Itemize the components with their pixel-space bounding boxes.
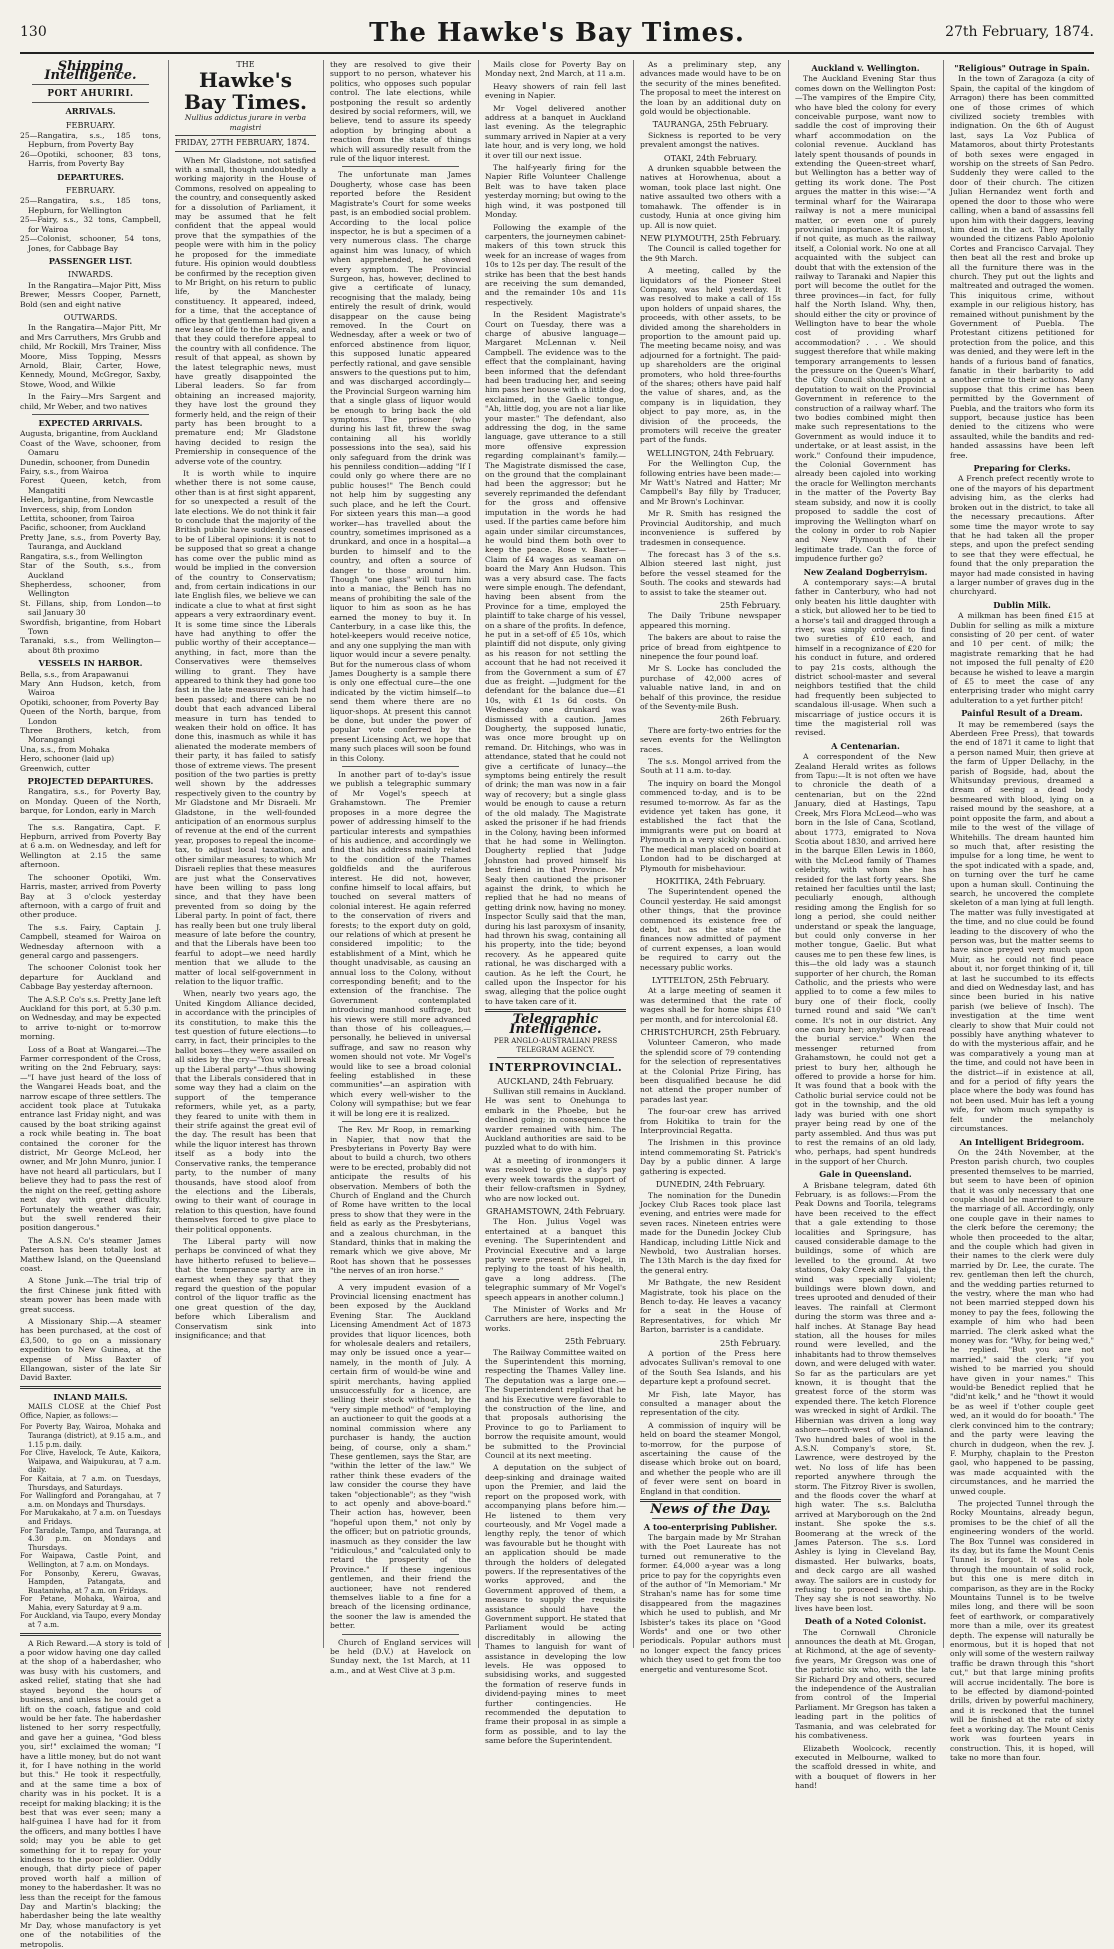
outwards-text: In the Rangatira—Major Pitt, Mr and Mrs Carruthers, Mrs Grubb and child, Mr Rockill, Mrs Trainer, Miss Moore, Miss Topping, Messrs Arnold, Blair, Carter, Howe, Kennedy, Mound, McGregor, Saxby, Stowe, Wood, and Wilkie — [20, 323, 161, 389]
departure-item: 25—Rangatira, s.s., 185 tons, Hepburn, for Wellington — [20, 196, 161, 215]
interprovincial-heading: INTERPROVINCIAL. — [488, 1061, 623, 1075]
passenger-heading: PASSENGER LIST. — [48, 255, 133, 266]
expected-item: Lettita, schooner, from Tairoa — [20, 514, 135, 524]
dateline: CHRISTCHURCH, 25th February. — [640, 1027, 781, 1037]
telegram-text: Sickness is reported to be very prevalent amongst the natives. — [640, 130, 781, 150]
divider — [342, 766, 459, 767]
telegram-text: The nomination for the Dunedin Jockey Club Races took place last evening, and entries were made for seven races. Nineteen entries were made for the Dunedin Jockey Club Handicap, including Little Nick and Newbold, two Australian horses. The 13th March is the day fixed for the general entry. — [640, 1190, 781, 1275]
article-text: On the 24th November, at the Preston parish church, two couples presented themselves to be married, but seem to have been of opinion that it was only necessary that one couple should be married to ensure the marriage of all. Accordingly, only one couple gave in their names to the clerk before the ceremony; the whole then proceeded to the altar, and the couple which had given in their names to the clerk were duly married by Dr. Lee, the curate. The rev. gentleman then left the church, and the wedding parties returned to the vestry, where the man who had not been married stepped down his money to pay the fees, following the example of him who had been married. The clerk asked what the money was for. "Why, for being wed," he replied. "But you are not married," said the clerk; "if you wished to be married you should have given in your names." This would-be Benedict replied that he "did'nt kelk," and he "thowt it would be as weel if t'other couple geet wed, an it would do for booath." The clerk convinced him to the contrary; and the party were leaving the church in dudgeon, when the rev. J. F. Murphy, chaplain to the Preston gaol, who happened to be passing, was made acquainted with the circumstances, and he married the unwed couple. — [950, 1147, 1094, 1496]
shipping-news: The s.s. Rangatira, Capt. F. Hepburn, arrived from Poverty Bay at 6 a.m. on Wednesday, and left for Wellington at 2.15 the same afternoon. — [20, 822, 161, 870]
vessel-item: Greenwich, cutter — [20, 763, 90, 773]
telegram-text: The Daily Tribune newspaper appeared this morning. — [640, 611, 781, 630]
article-heading: "Religious" Outrage in Spain. — [954, 63, 1090, 73]
expected-item: Pretty Jane, s.s., from Poverty Bay, Tauranga, and Auckland — [20, 532, 161, 552]
article-text: The projected Tunnel through the Rocky Mountains, already begun, promises to be the chief of all the engineering wonders of the world. The Box Tunnel was considered in its day, but its fame the Mount Cenis Tunnel is forgot. It was a hole through the mountain of solid rock, but this one is mere ditch in comparison, as they are in the Rocky Mountains Tunnel is to be twelve miles long, and there will be soon feet of earthwork, or comparatively more than a mile, over its greatest depth. The expense will naturally be enormous, but it is hoped that not only will some of the western railway traffic be drawn through this "short cut," but that large mining profits will accrue incidentally. The bore is to be effected by diamond-pointed drills, driven by powerful machinery, and it is reckoned that the tunnel will be finished at the rate of sixty feet a working day. The Mount Cenis work was fourteen years in construction. This, it is hoped, will take no more than four. — [950, 1498, 1094, 1762]
divider — [32, 102, 149, 103]
leader-continued: they are resolved to give their support to no person, whatever his politics, who opposes such popular control. The late elections, while postponing the result so ardently desired by social reformers, will, we believe, tend to assure its speedy adoption by bringing about a reaction from the state of things which will assuredly result from the rule of the liquor interest. — [330, 60, 471, 164]
vessels-heading: VESSELS IN HARBOR. — [38, 658, 143, 669]
shipping-news: The schooner Colonist took her departure for Auckland and Cabbage Bay yesterday afternoon. — [20, 963, 161, 992]
expected-item: Star of the South, s.s., from Auckland — [20, 561, 161, 580]
article-text: A correspondent of the New Zealand Herald writes as follows from Tapu:—It is not often we have to chronicle the death of a centenarian, but on the 22nd January, died at Hastings, Tapu Creek, Mrs Flora McLeod—who was born in the Isle of Cana, Scotland, about 1773, emigrated to Nova Scotia about 1830, and arrived here in the barque Ellen Lewis in 1860, with the McLeod family of Thames celebrity, with whom she has resided for the last forty years. She retained her faculties until the last; peculiarly enough, although residing among the English for so long a period, she could neither understand or speak the language, but could only converse in her mother tongue, Gaelic. But what causes me to pen these few lines, is this—the old lady was a staunch supporter of her church, the Roman Catholic, and the priests who were applied to to come a few miles to bury one of their flock, coolly turned round and said "We can't come. It's not in our district. Any one can bury her; anybody can read the burial service." When the messenger returned from Grahamstown, he could not get a priest to bury her, although he offered to provide a horse for him. It was found that a book with the Catholic burial service could not be got in the township, and the old lady was buried with one short prayer being read by one of the party assembled. And thus was put to rest the remains of an old lady, who, perhaps, had spent hundreds in the support of her Church. — [795, 752, 936, 1166]
telegram-text: A drunken squabble between the natives at Horowhenua, about a woman, took place last night. One native assaulted two others with a tomahawk. The offender is in custody, Hunia at once giving him up. All is now quiet. — [640, 164, 781, 230]
article-text: It may be remembered (says the Aberdeen Free Press), that towards the end of 1871 it came to light that a person named Muir, then grieve at the farm of Upper Dellachy, in the parish of Bogside, had, about the Whitsunday previous, dreamed a dream of seeing a dead body besmeared with blood, lying on a raised mound by the seashore, at a point opposite the farm, and about a mile to the west of the village of Whitehills. The dream haunted him so much that, after resisting the impulse for a long time, he went to the spot indicated with a spade, and, on turning over the turf he came upon a human skull. Continuing the search, he uncovered the complete skeleton of a man lying at full length. The matter was fully investigated at the time, and no clue could be found leading to the discovery of who the person was, but the matter seems to have since preyed very much upon Muir, as he could not find peace about it, nor forget thinking of it, till at last he succumbed to its effects and died on Wednesday last, and has since been buried in his native parish (we believe of Insch). The investigation at the time went clearly to show that Muir could not possibly have anything whatever to do with the mysterious affair, and he was comparatively a young man at the time, and could not have been in the district—if in existence at all, and for a period of fifty years the place where the body was found has not been used. Muir has left a young wife, for whom much sympathy is felt under the melancholy circumstances. — [950, 719, 1094, 1134]
expected-item: Rangatira, s.s., from Wellington — [20, 551, 143, 561]
section-title: Shipping Intelligence. — [44, 59, 137, 84]
vessel-item: Bella, s.s., from Arapawanui — [20, 669, 129, 679]
telegram-text: At a meeting of ironmongers it was resolved to give a day's pay every week towards the support of their fellow-craftsmen in Sydney, who are now locked out. — [485, 1155, 626, 1203]
expected-item: Taranaki, s.s., from Wellington—about 8th proximo — [20, 636, 161, 655]
inwards-heading: INWARDS. — [68, 269, 113, 280]
expected-item: Invercess, ship, from London — [20, 504, 133, 514]
agency-line: PER ANGLO-AUSTRALIAN PRESS TELEGRAM AGENCY. — [493, 1037, 618, 1054]
column-news — [795, 60, 936, 1791]
departures-month: FEBRUARY. — [65, 185, 116, 196]
column-rule — [633, 60, 634, 1648]
telegram-text: The inquiry on board the Mongol commenced to-day, and is to be resumed to-morrow. As far as the evidence yet taken has gone, it established the fact that the immigrants were put on board at Plymouth in a very sickly condition. The medical man placed on board at London had to be discharged at Plymouth for misbehaviour. — [640, 778, 781, 873]
expected-heading: EXPECTED ARRIVALS. — [38, 418, 143, 428]
article-heading: Dublin Milk. — [993, 599, 1051, 610]
divider — [20, 1386, 161, 1389]
telegram-text: Mr R. Smith has resigned the Provincial Auditorship, and much inconvenience is suffered by tradesmen in consequence. — [640, 509, 781, 547]
projected-text: Rangatira, s.s., for Poverty Bay, on Monday. Queen of the North, barque, for London, early in March — [20, 787, 161, 816]
article-text: The bargain made by Mr Strahan with the Poet Laureate has not turned out remunerative to the former. £4,000 a-year was a long price to pay for the copyrights even of the author of "In Memoriam." Mr Strahan's name has for some time disappeared from the magazines which he used to publish, and Mr Isbister's takes its place on "Good Words" and one or two other periodicals. Popular authors must no longer expect the fancy prices which they used to get from the too energetic and venturesome Scot. — [640, 1532, 781, 1674]
article-text: A Brisbane telegram, dated 6th February, is as follows:—From the Peak Downs and Toorila, telegrams have been received to the effect that a gale extending to those localities and Springsure, has caused considerable damage to the buildings, some of which are levelled to the ground. At two stations, Oaky Creek and Talgai, the wind was specially violent; buildings were blown down, and trees uprooted and denuded of their leaves. The rainfall at Clermont during the storm was three and a-half inches. At Stanage Bay head station, all the houses for miles round were levelled, and the inhabitants had to throw themselves down, and were deluged with water. So far as the particulars are yet known, it is thought that the greatest force of the storm was expended there. The ketch Florence was wrecked in sight of Ardkil. The Hibernian was driven a long way ashore—north-west of the island. Two hundred bales of wool in the A.S.N. Company's store, St. Lawrence, were destroyed by the wet. No loss of life has been reported anywhere through the storm. The Fitzroy River is swollen, and the floods cover the wharf at high water. The s.s. Balclutha arrived at Maryborough on the 2nd instant. She spoke the s.s. Boomerang at the wreck of the James Paterson. The s.s. Lord Ashley is lying in Cleveland Bay, dismasted. Her bulwarks, boats, and deck cargo are all washed away. The sailors are in custody for refusing to proceed in the ship. They say she is not seaworthy. No lives have been lost. — [795, 1180, 936, 1613]
local-item: Mr Vogel delivered another address at a banquet in Auckland last evening. As the telegraphic summary arrived in Napier at a very late hour, and is very long, we hold it over till our next issue. — [485, 103, 626, 160]
article-heading: An Intelligent Bridegroom. — [959, 1136, 1085, 1147]
dateline: LYTTELTON, 25th February. — [651, 974, 770, 985]
divider — [32, 819, 149, 820]
divider — [342, 1634, 459, 1635]
telegram-text: The Railway Committee waited on the Superintendent this morning, respecting the Thames Valley line. The deputation was a large one.—The Superintendent replied that he and his Executive were favorable to the construction of the line, and that proposals authorising the Province to go to Parliament to borrow the requisite amount, would be submitted to the Provincial Council at its next meeting. — [485, 1347, 626, 1461]
mail-item: For Ponsonby, Kereru, Gwavas, Hampden, Patangata, and Ruataniwha, at 7 a.m. on Fridays. — [20, 1569, 161, 1595]
shipping-news: The A.S.P. Co's s.s. Pretty Jane left Auckland for this port, at 5.30 p.m. on Wednesday, and may be expected to arrive to-night or to-morrow morning. — [20, 994, 161, 1042]
vessel-item: Queen of the North, barque, from London — [20, 707, 161, 726]
licensing-paragraph: A very impudent evasion of a Provincial licensing enactment has been exposed by the Auckland Evening Star. The Auckland Licensing Amendment Act of 1873 provides that liquor licences, both for wholesale dealers and retailers, may only be issued once a year—namely, in the month of July. A certain firm of would-be wine and spirit merchants, having applied unsuccessfully for a licence, are selling their stock without, by the "very simple method" of "employing an auctioneer to quit the goods at a nominal commission where any purchaser is handy, the auction being, of course, only a sham." These gentlemen, says the Star, are "within the letter of the law." We rather think these evaders of the law consider the course they have taken "objectionable"; as they "wish to act openly and above-board." Their action has, however, been "hopeful upon them," not only by the officer; but on patriotic grounds, inasmuch as they consider the law "ridiculous," and "calculated only to retard the prosperity of the Province." If these ingenious gentlemen, and their friend the auctioneer, have not rendered themselves liable to a fine for a breach of the licensing ordinance, the sooner the law is amended the better. — [330, 1282, 471, 1631]
dateline: 26th February. — [719, 714, 781, 725]
local-item: The half-yearly firing for the Napier Rifle Volunteer Challenge Belt was to have taken place yesterday morning; but owing to the high wind, it was postponed till Monday. — [485, 163, 626, 220]
dateline: GRAHAMSTOWN, 24th February. — [485, 1205, 626, 1216]
telegram-text: The Superintendent opened the Council yesterday. He said amongst other things, that the province commenced its existence free of debt, but as the state of the finances now admitted of payment of current expenses, a loan would be required to carry out the necessary public works. — [640, 887, 781, 972]
mail-item: For Petane, Mohaka, Wairoa, and Mahia, every Saturday at 9 a.m. — [20, 1595, 161, 1612]
telegraphic-title: Telegraphic Intelligence. — [509, 1012, 602, 1037]
divider — [342, 1279, 459, 1280]
projected-heading: PROJECTED DEPARTURES. — [27, 776, 154, 787]
departure-item: 25—Fairy, s.s., 32 tons, Campbell, for Wairoa — [20, 215, 161, 234]
article-text: In the town of Zaragoza (a city of Spain, the capital of the kingdom of Arragon) there has been committed one of those crimes of which civilized society trembles with indignation. On the 6th of August last, says La Voz Publica of Matamoros, about thirty Protestants of both sexes were engaged in worship on the streets of San Pedro. Suddenly they were called to the door of their church. The citizen Julian Hernandez went forth and opened the door to those who were calling, when a band of assassins fell upon him with their daggers, leaving him dead in the act. They mortally wounded the citizens Pablo Apolonio Cortes and Francisco Carvajal. They then beat all the rest and broke up all the furniture there was in the church. They put out the lights and maltreated and outraged the women. This iniquitous crime, without example in our religious history, has remained without punishment by the Government of Puebla. The Protestant citizens petitioned for protection from the police, and this was denied, and they were left in the hands of a furious band of fanatics, fanatic in their barbarity to add another crime to their actions. Many suppose that this crime has been permitted by the Government of Puebla, and the traitors who form its support, because justice has been denied to the citizens who were assaulted, while the bandits and red-handed assassins have been left free. — [950, 74, 1094, 460]
rich-reward-article: A Rich Reward.—A story is told of a poor widow having one day called at the shop of a haberdasher, who was busy with his customers, and asked relief, stating that she had stayed beyond the hours of business, and unless he could get a lift on the coach, fatigue and cold would be her fate. The haberdasher listened to her sorry respectfully, and gave her a guinea, "God bless you, sir!" exclaimed the woman; "I have a little money, but do not want it, for I have nothing in the world but this." He took it respectfully, and at the same time a box of charity was in his pocket. It is a receipt for making blacking; it is the best that was ever seen; many a half-guinea I have had for it from the officers, and many bottles I have sold; may you be able to get something for it to repay for your kindness to the poor soldier. Oddly enough, that dirty piece of paper proved worth half a million of money to the haberdasher. It was no less than the receipt for the famous Day and Martin's blacking; the haberdasher being the late wealthy Mr Day, whose manufactory is yet one of the notabilities of the metropolis. — [20, 1638, 161, 1949]
telegram-text: A portion of the Press here advocates Sullivan's removal to one of the South Sea Islands, and his departure kept a profound secret. — [640, 1349, 781, 1387]
church-paragraph: Church of England services will be held (D.V.) at Havelock on Sunday next, the 1st March, at 11 a.m., and at West Clive at 3 p.m. — [330, 1637, 471, 1675]
divider — [32, 414, 149, 415]
masthead-motto: Nullius addictus jurare in verba magistri — [184, 113, 307, 132]
departure-item: 25—Colonist, schooner, 54 tons, Jones, for Cabbage Bay — [20, 234, 161, 253]
leader-paragraph: When, nearly two years ago, the United Kingdom Alliance decided, in accordance with the principles of its constitution, to make this the test question of future elections—to carry, in fact, their principles to the ballot boxes—they were assailed on all sides by the cry—"You will break up the Liberal party"—thus showing that the Liberals considered that in some way they had a claim on the support of the temperance reformers, while yet, as a party, they feared to unite with them in their strife against the great evil of the day. The result has been that while the liquor interest has thrown itself as a body into the Conservative ranks, the temperance party, to the number of many thousands, have stood aloof from the elections and the Liberals, owing to their want of courage in relation to this question, have found themselves forced to give place to their political opponents. — [175, 989, 316, 1234]
telegram-text: As a preliminary step, any advances made would have to be on the security of the mines benefited. The proposal to meet the interest on the loan by an additional duty on gold would be objectionable. — [640, 60, 781, 117]
dateline: NEW PLYMOUTH, 25th February. — [640, 232, 781, 243]
telegram-text: The Irishmen in this province intend commemorating St. Patrick's Day by a public dinner. A large gathering is expected. — [640, 1138, 781, 1176]
column-local — [485, 60, 626, 1746]
telegram-text: The forecast has 3 of the s.s. Albion steered last night, just before the vessel steamed for the South. The cooks and stewards had to assist to take the steamer out. — [640, 549, 781, 597]
mail-item: For Clive, Havelock, Te Aute, Kaikora, Waipawa, and Waipukurau, at 7 a.m. daily. — [20, 1449, 161, 1475]
article-heading: New Zealand Dogberryism. — [803, 566, 928, 577]
column-miscellany — [950, 60, 1094, 1762]
column-rule — [478, 60, 479, 1648]
telegram-text: For the Wellington Cup, the following entries have been made:—Mr Watt's Natred and Hatter; Mr Campbell's Bay filly by Traducer, and Mr Brown's Lochinvar. — [640, 459, 781, 506]
telegram-text: A commission of inquiry will be held on board the steamer Mongol, to-morrow, for the purpose of ascertaining the cause of the disease which broke out on board, and whether the people who are ill of fever were sent on board in England in that condition. — [640, 1420, 781, 1496]
shipping-news: A Stone Junk.—The trial trip of the first Chinese junk fitted with steam power has been made with great success. — [20, 1276, 161, 1314]
mails-intro: MAILS CLOSE at the Chief Post Office, Napier, as follows:— — [20, 1403, 161, 1420]
mail-item: For Taradale, Tampo, and Tauranga, at 4.30 p.m. on Mondays and Thursdays. — [20, 1526, 161, 1552]
masthead-the: THE — [236, 60, 255, 69]
arrivals-month: FEBRUARY. — [65, 119, 116, 130]
expected-item: Augusta, brigantine, from Auckland — [20, 429, 158, 439]
telegram-text: Mr S. Locke has concluded the purchase of 42,000 acres of valuable native land, in and on behalf of this province, the residue of the Seventy-mile Bush. — [640, 664, 781, 711]
mail-item: For Wallingford and Porangahau, at 7 a.m. on Mondays and Thursdays. — [20, 1492, 161, 1509]
dateline: WELLINGTON, 24th February. — [646, 447, 775, 458]
mail-item: For Poverty Bay, Wairoa, Mohaka and Tauranga (district), at 9.15 a.m., and 1.15 p.m. daily. — [20, 1423, 161, 1449]
divider — [32, 84, 149, 85]
inwards-text: In the Rangatira—Major Pitt, Miss Brewer, Messrs Cooper, Parnett, Bold (sen and eight native — [20, 280, 161, 309]
mail-item: For Waipawa, Castle Point, and Wellington, at 7 a.m. on Mondays. — [20, 1552, 161, 1569]
dateline: TAURANGA, 25th February. — [652, 119, 769, 130]
article-heading: Auckland v. Wellington. — [811, 63, 920, 73]
telegram-text: The four-oar crew has arrived from Hokitika to train for the Interprovincial Regatta. — [640, 1107, 781, 1136]
local-item: Heavy showers of rain fell last evening in Napier. — [485, 81, 626, 101]
column-rule — [943, 60, 944, 1648]
page-date: 27th February, 1874. — [945, 24, 1094, 40]
expected-item: Dunedin, schooner, from Dunedin — [20, 457, 150, 467]
dateline: OTAKI, 24th February. — [663, 152, 758, 163]
arrivals-heading: ARRIVALS. — [65, 106, 116, 117]
shipping-news: A Missionary Ship.—A steamer has been purchased, at the cost of £3,500, to go on a missionary expedition to New Guinea, at the expense of Miss Baxter of Ellangowan, sister of the late Sir David Baxter. — [20, 1316, 161, 1383]
editorial-masthead — [175, 60, 316, 152]
local-item: In the Resident Magistrate's Court on Tuesday, there was a charge of abusive language—Margaret McLennan v. Neil Campbell. The evidence was to the effect that the complainant, having been informed that the defendant had been traducing her, and seeing him pass her house with a little dog, exclaimed, in the Gaelic tongue, "Ah, little dog, you are not a liar like your master." The defendant, also addressing the dog, in the same language, gave utterance to a still more offensive expression regarding complainant's family.—The Magistrate dismissed the case, on the ground that the complainant had been the aggressor; but he severely reprimanded the defendant for the gross and offensive imputation in the words he had used. If the parties came before him again under similar circumstances, he would bind them both over to keep the peace. Rose v. Baxter—Claim of £4 wages as seaman on board the Mary Ann Hudson. This was a very absurd case. The facts were simple enough. The defendant, having been absent from the Province for a time, employed the plaintiff to take charge of his vessel, on a share of the profits. In defence, he put in a set-off of £5 10s, which plaintiff did not dispute, only giving as his reason for not settling the account that he had not received it from the Government a sum of £7 due as freight. —Judgment for the defendant for the balance due—£1 10s, with £1 1s 6d costs. On Wednesday one drunkard was dismissed with a caution. James Dougherty, the supposed lunatic, was once more brought up on remand. Dr. Hitchings, who was in attendance, stated that he could not give a certificate of lunacy—the symptoms being entirely the result of drink; the man was now in a fair way of recovery; but a single glass would be enough to cause a return of the old malady. The Magistrate asked the prisoner if he had friends in the Colony, having been informed that he had some in Wellington. Dougherty replied that Judge Johnston had proved himself his best friend in that Province. Mr Sealy then cautioned the prisoner against the drink, to which he replied that he had no means of getting drink now, having no money. Inspector Scully said that the man, during his last paroxysm of insanity, had thrown his swag, containing all his property, into the tide; beyond recovery. As he appeared quite rational, he was discharged with a caution. As he left the Court, he called upon the Inspector for his swag, alleging that the police ought to have taken care of it. — [485, 310, 626, 1006]
masthead-name: Hawke's Bay Times. — [183, 68, 308, 115]
telegram-text: Volunteer Cameron, who made the splendid score of 79 contending for the selection of representatives at the Colonial Prize Firing, has been disqualified because he did not attend the proper number of parades last year. — [640, 1038, 781, 1104]
expected-item: Pacific, schooner, from Auckland — [20, 523, 146, 533]
telegram-text: The Council is called together for the 9th March. — [640, 244, 781, 263]
leader-paragraph: The Liberal party will now perhaps be convinced of what they have hitherto refused to believe—that the temperance party are in earnest when they say that they regard the question of the popular control of the liquor traffic as the one great question of the day, before which Liberalism and Conservatism sink into insignificance; and that — [175, 1236, 316, 1340]
columns — [20, 59, 1094, 1949]
dateline: AUCKLAND, 24th February. — [497, 1075, 614, 1086]
vogel-paragraph: In another part of to-day's issue we publish a telegraphic summary of Mr Vogel's speech at Grahamstown. The Premier proposes in a more degree the power of addressing himself to the particular interests and sympathies of his audience, and accordingly we find that his address mainly related to the condition of the Thames goldfields and the auriferous interest. He did not, however, confine himself to local affairs, but touched on several matters of colonial interest. He again referred to the conservation of rivers and forests; to the export duty on gold, our relations of which at present he considered impolitic; to the establishment of a Mint, which he thought unadvisable, as causing an annual loss to the Colony, without corresponding benefit; and to the extension of the franchise. The Government contemplated introducing manhood suffrage, but his views were still more advanced than those of his colleagues,—personally, he believed in universal suffrage, and saw no reason why women should not vote. Mr Vogel's would like to see a broad colonial feeling established in these communities"—an aspiration with which every well-wisher to the Colony will sympathise; but we fear it will be long ere it is realized. — [330, 770, 471, 1118]
telegram-text: A meeting, called by the liquidators of the Pioneer Steel Company, was held yesterday. It was resolved to make a call of 15s upon holders of unpaid shares, the proceeds, with other assets, to be divided among the shareholders in proportion to the amount paid up. The meeting became noisy, and was adjourned for a fortnight. The paid-up shareholders are the original promoters, who hold three-fourths of the shares; others have paid half the value of shares, and, as the company is in liquidation, they object to pay more, as, in the division of the proceeds, the promoters will receive the greater part of the funds. — [640, 266, 781, 445]
column-rule — [323, 60, 324, 1648]
telegram-text: The Hon. Julius Vogel was entertained at a banquet this evening. The Superintendent and Provincial Executive and a large party were present. Mr Vogel, in replying to the toast of his health, gave a long address. [The telegraphic summary of Mr Vogel's speech appears in another column.] — [485, 1217, 626, 1302]
mails-heading: INLAND MAILS. — [53, 1391, 128, 1402]
divider — [342, 1121, 459, 1122]
expected-item: St. Fillans, ship, from London—to sail January 30 — [20, 598, 161, 618]
article-text: The Auckland Evening Star thus comes down on the Wellington Post:—The vampires of the Empire City, who have bled the colony for every conceivable purpose, want now to saddle the cost of improving their wharf accommodation on the colonial revenue. Auckland has lately spent thousands of pounds in extending the Queen-street wharf, but Wellington has a better way of getting its work done. The Post argues the matter in this wise:—"A terminal wharf for the Wairarapa railway is not a mere municipal matter, or even one of purely provincial importance. It is almost, if not quite, as much as the railway itself, a Colonial work. No one at all acquainted with the subject can doubt that with the extension of the railway to Taranaki and Napier this port will become the outlet for the three provinces—in fact, for fully half the North Island. Why, then, should either the city or province of Wellington have to bear the whole cost of providing wharf accommodation? . . . We should suggest therefore that while making temporary arrangements to lessen the pressure on the Queen's Wharf, the City Council should appoint a deputation to wait on the Provincial Government in reference to the construction of a railway wharf. The two bodies combined might then make such representations to the Government as would induce it to undertake, or at least assist, in the work." Confound their impudence, the Colonial Government has already been cajoled into working the oracle for Wellington merchants in the matter of the Poverty Bay steam subsidy, and now it is coolly proposed to saddle the cost of improving the Wellington wharf on the colony in order to rob Napier and New Plymouth of their legitimate trade. Can the force of impudence further go? — [795, 74, 936, 564]
telegram-text: Mr Fish, late Mayor, has consulted a manager about the representation of the city. — [640, 1389, 781, 1418]
local-item: Mails close for Poverty Bay on Monday next, 2nd March, at 11 a.m. — [485, 60, 626, 79]
shipping-news: The A.S.N. Co's steamer James Paterson has been totally lost at Matthew Island, on the Queensland coast. — [20, 1235, 161, 1273]
telegram-text: The Minister of Works and Mr Carruthers are here, inspecting the works. — [485, 1304, 626, 1333]
expected-item: Coast of the Wave, schooner, from Oamaru — [20, 438, 161, 458]
shipping-news: The s.s. Fairy, Captain J. Campbell, steamed for Wairoa on Wednesday afternoon with a general cargo and passengers. — [20, 922, 161, 960]
page-header — [20, 18, 1094, 54]
departures-heading: DEPARTURES. — [57, 171, 124, 182]
vessel-item: Three Brothers, ketch, from Morangangi — [20, 726, 161, 745]
newspaper-title: The Hawke's Bay Times. — [369, 18, 745, 48]
mail-item: For Kaitaia, at 7 a.m. on Tuesdays, Thursdays, and Saturdays. — [20, 1474, 161, 1492]
root-paragraph: The Rev. Mr Roop, in remarking in Napier, that now that the Presbyterians in Poverty Bay were about to build a church, two others were to be erected, probably did not anticipate the results of his observation. Members of both the Church of England and the Church of Rome have written to the local press to show that they were in the field as early as the Presbyterians, and a zealous churchman, in the Standard, thinks that in making the remark which we give above, Mr Root has shown that he possesses "the nerves of an iron horse." — [330, 1125, 471, 1276]
telegram-text: A deputation on the subject of deep-sinking and drainage waited upon the Premier, and laid the report on the proposed work, with accompanying plans before him.—He listened to them very courteously, and Mr Vogel made a lengthy reply, the tenor of which was favourable but he thought with an application should be made through the holders of delegated powers. If the representatives of the works approved, and the Government approved of them, a measure to supply the requisite assistance should have the Government support. He stated that Parliament would be acting discreditably in allowing the Thames to languish for want of assistance in developing the low levels. He was opposed to subsidising works, and suggested the formation of reserve funds in dividend-paying mines to meet further contingencies. He recommended the deputation to frame their proposal in as simple a form as possible, and to lay the same before the Superintendent. — [485, 1463, 626, 1746]
article-text: A contemporary says:—A brutal father in Canterbury, who had not only beaten his little daughter with a stick, but allowed her to be tied to a horse's tail and dragged through a river, was simply ordered to find two sureties of £10 each, and himself in a recognizance of £20 for his conduct in future, and ordered to pay 21s costs, although the district school-master and several neighbors testified that the child had frequently been subjected to scandalous ill-usage. When such a miscarriage of justice occurs it is time the magisterial roll was revised. — [795, 577, 936, 738]
dougherty-paragraph: The unfortunate man James Dougherty, whose case has been reported before the Resident Magistrate's Court for some weeks past, is an embodied social problem. According to the local police inspector, he is but a specimen of a very numerous class. The charge against him was lunacy, of which when apprehended, he showed every symptom. The Provincial Surgeon, has, however, declined to give a certificate of lunacy, recognising that the malady, being entirely the result of drink, would disappear on the cause being removed. In the Court on Wednesday, after a week or two of enforced abstinence from liquor, this supposed lunatic appeared perfectly rational, and gave sensible answers to the questions put to him, and was discharged accordingly—the Provincial Surgeon warning him that a single glass of liquor would be enough to bring back the old symptoms. The prisoner (who during his last fit, threw the swag containing all his worldly possessions into the sea), said his only safeguard from the drink was his penniless condition—adding "If I could only go where there are no public houses!" The Bench could not help him by suggesting any such place, and he left the Court. For sixteen years this man—a good worker—has travelled about the country, sometimes imprisoned as a drunkard, and once in a hospital—a burden to himself and to the country, and often a source of danger to those around him. Though "one glass" will turn him into a maniac, the Bench has no means of prohibiting the sale of the liquor to him as soon as he has earned the money to buy it. In Canterbury, in a case like this, the hotel-keepers would receive notice, and any one supplying the man with liquor would incur a severe penalty. But for the numerous class of whom James Dougherty is a sample there is only one effectual cure—the one indicated by the victim himself—to send them where there are no liquor-shops. At present this cannot be done, but under the power of popular vote conferred by the present Licensing Act, we hope that many such places will soon be found in this Colony. — [330, 170, 471, 763]
telegram-text: The bakers are about to raise the price of bread from eightpence to ninepence the four pound loaf. — [640, 633, 781, 661]
page-number: 130 — [20, 24, 47, 40]
article-text: A milkman has been fined £15 at Dublin for selling as milk a mixture consisting of 20 per cent. of water and 10 per cent. of milk; the magistrate remarking that he had not imposed the full penalty of £20 because he wished to leave a margin of £5 to meet the case of any enterprising trader who might carry adulteration to a yet further pitch! — [950, 611, 1094, 705]
shipping-news: The schooner Opotiki, Wm. Harris, master, arrived from Poverty Bay at 3 o'clock yesterday afternoon, with a cargo of fruit and other produce. — [20, 872, 161, 920]
telegram-text: At a large meeting of seamen it was determined that the rate of wages shall be for home ships £10 per month, and for intercolonial £8. — [640, 986, 781, 1024]
telegram-text: Mr Bathgate, the new Resident Magistrate, took his place on the Bench to-day. He leaves a vacancy for a seat in the House of Representatives, for which Mr Barton, barrister is a candidate. — [640, 1278, 781, 1335]
article-heading: A too-enterprising Publisher. — [643, 1521, 778, 1532]
telegram-text: There are forty-two entries for the seven events for the Wellington races. — [640, 725, 781, 754]
dateline: HOKITIKA, 24th February. — [655, 875, 766, 886]
vessel-item: Hero, schooner (laid up) — [20, 754, 115, 764]
column-editorial — [330, 60, 471, 1675]
arrival-item: 25—Rangatira, s.s., 185 tons, Hepburn, from Poverty Bay — [20, 131, 161, 150]
vessel-item: Una, s.s., from Mohaka — [20, 744, 110, 754]
vessel-item: Mary Ann Hudson, ketch, from Wairoa — [20, 678, 161, 698]
telegram-text: Sullivan still remains in Auckland. He was sent to Onehunga to embark in the Phoebe, but he declined going; in consequence the warder remained with him. The Auckland authorities are said to be puzzled what to do with him. — [485, 1087, 626, 1153]
divider — [497, 1057, 614, 1058]
telegram-text: The s.s. Mongol arrived from the South at 11 a.m. to-day. — [640, 757, 781, 776]
article-text: A French prefect recently wrote to one of the mayors of his department advising him, as the clerks had broken out in the district, to take all the necessary precautions. After some time the mayor wrote to say that he had taken all the proper steps, and upon the prefect sending to see that they were effectual, he found that the only preparation the mayor had made consisted in having a larger number of graves dug in the churchyard. — [950, 474, 1094, 597]
article-text: The Cornwall Chronicle announces the death at Mt. Grogan, at Richmond, at the age of seventy-five years, Mr Gregson was one of the patriotic six who, with the late Sir Richard Dry and others, secured the independence of the Australian from control of the Imperial Parliament. Mr Gregson has taken a leading part in the politics of Tasmania, and was celebrated for his combativeness. — [795, 1627, 936, 1741]
masthead-date: FRIDAY, 27TH FEBRUARY, 1874. — [175, 135, 316, 147]
expected-item: Fairy, s.s., from Wairoa — [20, 467, 109, 477]
article-heading: A Centenarian. — [831, 740, 900, 751]
leader-paragraph: When Mr Gladstone, not satisfied with a small, though undoubtedly a working majority in the House of Commons, resolved on appealing to the country, and consequently asked for a dissolution of Parliament, it may be assumed that he felt confident that the appeal would prove that the sympathies of the people were with him in the policy he proposed for the immediate future. His opinion would doubtless be confirmed by the reception given to Mr Bright, on his return to public life, by the Manchester constituency. It appeared, indeed, for a time, that the acceptance of office by that gentleman had given a new lease of life to the Liberals, and that they could therefore appeal to the country with all confidence. The result of that appeal, as shown by the latest telegraphic news, must have greatly disappointed the Liberal leaders. So far from obtaining an increased majority, they have lost the ground they formerly held, and the reign of their party has been brought to a premature end; Mr Gladstone having decided to resign the Premiership in consequence of the adverse vote of the country. — [175, 155, 316, 466]
column-rule — [788, 60, 789, 1648]
divider — [20, 1633, 161, 1636]
dateline: 25th February. — [719, 1337, 781, 1348]
arrival-item: 26—Opotiki, schooner, 83 tons, Harris, from Poverty Bay — [20, 149, 161, 169]
expected-item: Swordfish, brigantine, from Hobart Town — [20, 617, 161, 636]
vessel-item: Opotiki, schooner, from Poverty Bay — [20, 697, 159, 707]
article-heading: Painful Result of a Dream. — [961, 708, 1083, 719]
mail-item: For Marukakaho, at 7 a.m. on Tuesdays and Fridays. — [20, 1509, 161, 1526]
column-leader — [175, 60, 316, 1648]
shipping-news: Loss of a Boat at Wangarei.—The Farmer correspondent of the Cross, writing on the 2nd February, says:—"I have just heard of the loss of the Wangarei Heads boat, and the narrow escape of three settlers. The accident took place at Tutukaka entrance last Friday night, and was caused by the boat striking against a rock while beating in. The boat contained the coroner for the district, Mr George McLeod, her owner, and Mr John Munro, junior. I have not heard all particulars, but I believe they had to pass the rest of the night on the reef, getting ashore next day with great difficulty. Fortunately the weather was fair, but the swell rendered their position dangerous." — [20, 1044, 161, 1233]
local-item: Following the example of the carpenters, the journeymen cabinet-makers of this town struck this week for an increase of wages from 10s to 12s per day. The result of the strike has been that the best hands are receiving the sum demanded, and the remainder 10s and 11s respectively. — [485, 222, 626, 307]
article-heading: Preparing for Clerks. — [973, 463, 1071, 474]
outwards-heading: OUTWARDS. — [63, 311, 118, 322]
divider — [342, 166, 459, 167]
article-text: Elizabeth Woolcock, recently executed in Melbourne, walked to the scaffold dressed in white, and with a bouquet of flowers in her hand! — [795, 1743, 936, 1791]
divider — [652, 1518, 769, 1519]
dateline: 25th February. — [719, 599, 781, 610]
fairy-text: In the Fairy—Mrs Sargent and child, Mr Weber, and two natives — [20, 392, 161, 411]
expected-item: Shepherdess, schooner, from Wellington — [20, 579, 161, 599]
article-heading: Death of a Noted Colonist. — [804, 1616, 927, 1627]
expected-item: Forest Queen, ketch, from Mangatiti — [20, 476, 161, 495]
column-telegrams — [640, 60, 781, 1674]
expected-item: Helen, brigantine, from Newcastle — [20, 495, 154, 505]
mail-item: For Auckland, via Taupo, every Monday at 7 a.m. — [20, 1612, 161, 1630]
column-rule — [168, 60, 169, 1648]
port-heading: PORT AHURIRI. — [47, 88, 134, 99]
dateline: 25th February. — [564, 1336, 626, 1347]
column-shipping — [20, 59, 161, 1949]
news-section-title: News of the Day. — [650, 1502, 771, 1518]
leader-paragraph: It is worth while to inquire whether there is not some cause, other than is at first sight apparent, for so unexpected a result of the late elections. We do not think it fair to conclude that the majority of the British public have suddenly ceased to be of Liberal opinions: it is not to be supposed that so great a change has come over the public mind as would be implied in the conversion of the country to Conservatism; and, from certain indications in our late English files, we believe we can indicate a clue to what at first sight appears a very extraordinary event. It is some time since the Liberals have had anything to offer the public worthy of their acceptance—anything, in fact, more than the Conservatives were themselves willing to grant. They have appeared to think they had gone too fast in the late measures which had been passed; and there can be no doubt that each advanced Liberal measure in turn has tended to weaken their hold on office. It has done this, inasmuch as while it has alienated the moderate members of their party, it has failed to satisfy those of extreme views. The present position of the two parties is pretty well shown by the addresses respectively given to the country by Mr Gladstone and Mr Disraeli. Mr Gladstone, in the well-founded anticipation of an enormous surplus of revenue at the end of the current year, proposes to repeal the income-tax, to adjust local taxation, and other similar measures; to which Mr Disraeli replies that these measures are just what the Conservatives have been willing to pass long since, and that they have been prevented from so doing by the Liberal party. In point of fact, there has really been but one truly liberal measure of late before the country, and that the Liberals have been too fearful to adopt—we need hardly mention that we allude to the matter of local self-government in relation to the liquor traffic. — [175, 469, 316, 986]
article-heading: Gale in Queensland. — [819, 1169, 912, 1180]
dateline: DUNEDIN, 24th February. — [655, 1179, 766, 1190]
